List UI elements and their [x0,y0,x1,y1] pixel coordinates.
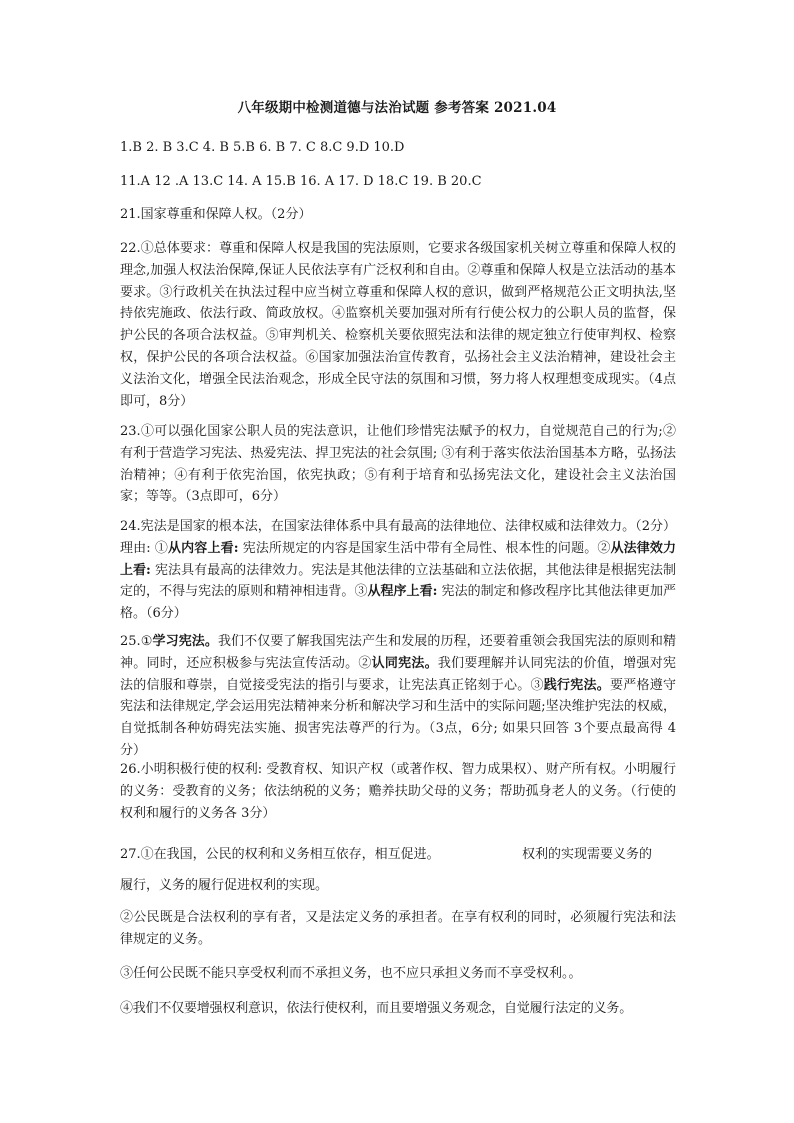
answer-24-text-3: 宪法具有最高的法律效力。宪法是其他法律的立法基础和立法依据，其他法律是根据宪法制定的，不得与宪法的原则和精神相违背。③ [120,562,676,600]
answer-25-text-2: 我们不仅要了解我国宪法产生和发展的历程，还要着重领会我国宪法的原则和精神。同时，还应积极参与宪法宣传活动。② [120,634,676,671]
answers-row-1: 1.B 2. B 3.C 4. B 5.B 6. B 7. C 8.C 9.D 10.D [120,140,405,155]
answer-22: 22.①总体要求：尊重和保障人权是我国的宪法原则，它要求各级国家机关树立尊重和保障人权的理念,加强人权法治保障,保证人民依法享有广泛权利和自由。②尊重和保障人权是立法活动的基本要求。③行政机关在执法过程中应当树立尊重和保障人权的意识，做到严格规范公正文明执法,坚持依宪施政、依法行政、简政放权。④监察机关要加强对所有行使公权力的公职人员的监督，保护公民的各项合法权益。⑤审判机关、检察机关要依照宪法和法律的规定独立行使审判权、检察权，保护公民的各项合法权益。⑥国家加强法治宣传教育，弘扬社会主义法治精神，建设社会主义法治文化，增强全民法治观念，形成全民守法的氛围和习惯，努力将人权理想变成现实。（4点即可，8分） [120,241,676,409]
answer-24 [120,516,676,625]
answer-25-text-4: 要严格遵守宪法和法律规定,学会运用宪法精神来分析和解决学习和生活中的实际问题;坚决维护宪法的权威，自觉抵制各种妨碍宪法实施、损害宪法尊严的行为。（3点，6分; 如果只回答 3个要点最高得 4分） [120,677,676,758]
answer-25 [120,631,676,762]
answer-27-line-1-right: 权利的实现需要义务的 [522,847,653,862]
answer-25-heading-3: 践行宪法。 [543,677,610,693]
answer-24-heading-1: 从内容上看: [168,540,239,556]
answer-27-line-2: 履行，义务的履行促进权利的实现。 [120,878,329,893]
answer-23: 23.①可以强化国家公职人员的宪法意识，让他们珍惜宪法赋予的权力，自觉规范自己的行为;②有利于营造学习宪法、热爱宪法、捍卫宪法的社会氛围; ③有利于落实依法治国基本方略，弘扬法治精神；④有利于依宪治国，依宪执政；⑤有利于培育和弘扬宪法文化，建设社会主义法治国家；等等。（3点即可，6分） [120,424,676,505]
answer-26: 26.小明积极行使的权利: 受教育权、知识产权（或著作权、智力成果权）、财产所有权。小明履行的义务：受教育的义务；依法纳税的义务；赡养扶助父母的义务；帮助孤身老人的义务。（行使的权利和履行的义务各 3分） [120,762,676,821]
answers-row-2: 11.A 12 .A 13.C 14. A 15.B 16. A 17. D 18.C 19. B 20.C [120,174,482,189]
answer-27-line-1-left: 27.①在我国，公民的权利和义务相互依存，相互促进。 [120,847,440,862]
answer-21: 21.国家尊重和保障人权。（2分） [120,207,312,222]
answer-27-point-2: ②公民既是合法权利的享有者，又是法定义务的承担者。在享有权利的同时，必须履行宪法和法律规定的义务。 [120,910,676,947]
page-title: 八年级期中检测道德与法治试题 参考答案 2021.04 [237,100,557,116]
answer-25-heading-1: 学习宪法。 [152,634,218,649]
answer-25-text-3: 我们要理解并认同宪法的价值，增强对宪法的信服和尊崇，自觉接受宪法的指引与要求，让宪法真正铭刻于心。③ [120,655,676,693]
answer-24-text-4: 宪法的制定和修改程序比其他法律更加严格。（6分） [120,584,676,622]
answer-25-heading-2: 认同宪法。 [371,655,438,671]
answer-24-heading-2: 从法律效力上看: [120,540,676,578]
answer-24-heading-3: 从程序上看: [367,584,438,600]
answer-25-text-1: 25.① [120,634,153,649]
answer-27-point-3: ③任何公民既不能只享受权利而不承担义务，也不应只承担义务而不享受权利。。 [120,966,582,981]
answer-27-point-4: ④我们不仅要增强权利意识，依法行使权利，而且要增强义务观念，自觉履行法定的义务。 [120,1001,633,1016]
answer-24-text-1: 24.宪法是国家的根本法，在国家法律体系中具有最高的法律地位、法律权威和法律效力。（2分）理由: ① [120,519,676,556]
answer-24-text-2: 宪法所规定的内容是国家生活中带有全局性、根本性的问题。② [238,540,611,556]
